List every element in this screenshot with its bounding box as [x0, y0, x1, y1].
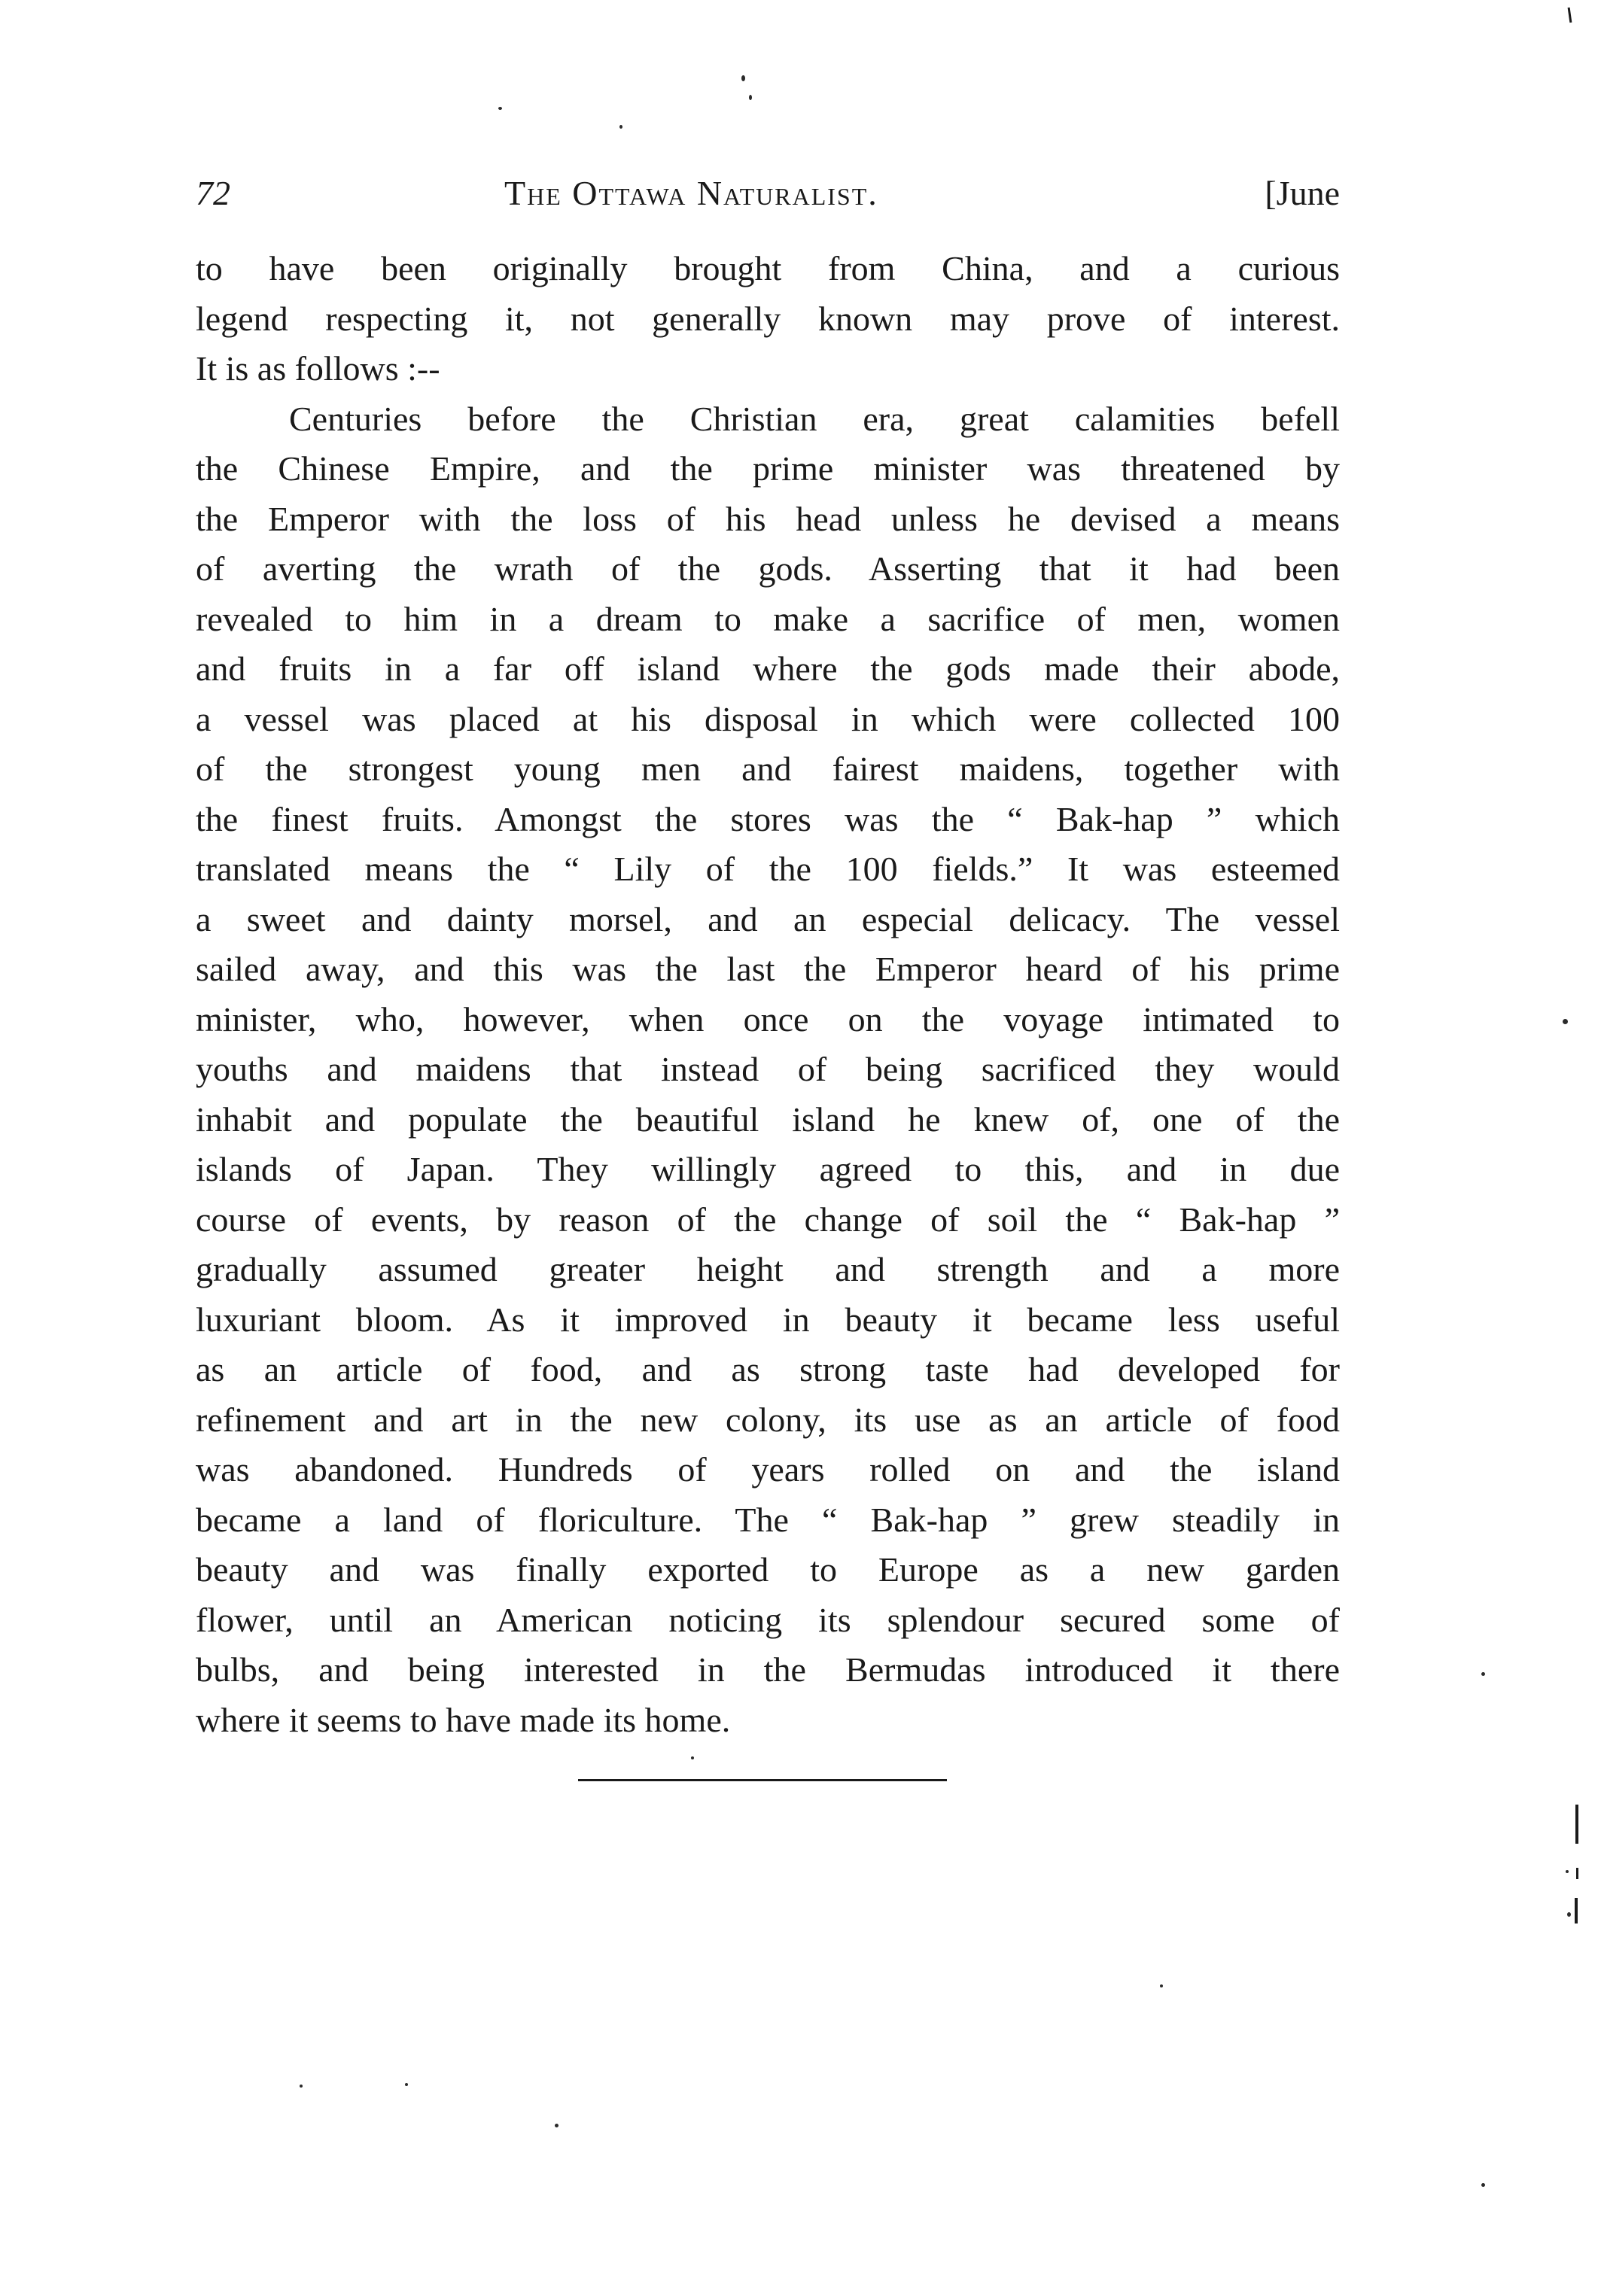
journal-title: The Ottawa Naturalist. — [504, 174, 878, 212]
scan-speck — [405, 2083, 408, 2086]
text-line: youths and maidens that instead of being sacrificed they would — [196, 1050, 1340, 1088]
scan-edge-mark — [1568, 8, 1572, 23]
text-line: where it seems to have made its home. — [196, 1700, 731, 1739]
section-divider-rule — [578, 1779, 947, 1781]
scan-speck — [1567, 1912, 1571, 1917]
text-line: refinement and art in the new colony, its use as an article of food — [196, 1400, 1340, 1439]
text-line: revealed to him in a dream to make a sacrifice of men, women — [196, 599, 1340, 638]
text-line: It is as follows :-- — [196, 349, 440, 388]
scan-speck — [300, 2085, 303, 2088]
scan-speck — [749, 95, 752, 100]
scan-edge-mark — [1575, 1805, 1578, 1844]
text-line: of averting the wrath of the gods. Asserting that it had been — [196, 549, 1340, 588]
text-line: translated means the “ Lily of the 100 fields.” It was esteemed — [196, 850, 1340, 888]
text-line: was abandoned. Hundreds of years rolled on and the island — [196, 1450, 1340, 1489]
scan-speck — [1481, 2183, 1485, 2187]
text-line: the finest fruits. Amongst the stores was the “ Bak-hap ” which — [196, 799, 1340, 838]
text-line: legend respecting it, not generally known may prove of interest. — [196, 299, 1340, 338]
text-line: as an article of food, and as strong taste had developed for — [196, 1350, 1340, 1388]
text-line: luxuriant bloom. As it improved in beauty it became less useful — [196, 1300, 1340, 1339]
running-head — [196, 167, 1340, 220]
issue-month: [June — [1265, 174, 1340, 212]
text-line: course of events, by reason of the change of soil the “ Bak-hap ” — [196, 1200, 1340, 1239]
scan-speck — [741, 75, 745, 81]
text-line: a sweet and dainty morsel, and an especial delicacy. The vessel — [196, 899, 1340, 938]
scan-speck — [498, 107, 502, 110]
text-line: to have been originally brought from China, and a curious — [196, 249, 1340, 287]
text-line: the Chinese Empire, and the prime minister was threatened by — [196, 449, 1340, 488]
text-line: a vessel was placed at his disposal in which were collected 100 — [196, 699, 1340, 738]
text-line: became a land of floriculture. The “ Bak-hap ” grew steadily in — [196, 1500, 1340, 1539]
article-text — [196, 244, 1340, 1745]
scan-speck — [1566, 1870, 1569, 1873]
scan-speck — [555, 2124, 559, 2127]
text-line: and fruits in a far off island where the gods made their abode, — [196, 649, 1340, 688]
text-line: inhabit and populate the beautiful island he knew of, one of the — [196, 1099, 1340, 1139]
text-line: beauty and was finally exported to Europe as a new garden — [196, 1550, 1340, 1589]
text-line: gradually assumed greater height and strength and a more — [196, 1250, 1340, 1288]
scan-speck — [1563, 1019, 1568, 1024]
scan-speck — [691, 1756, 694, 1759]
scan-edge-mark — [1576, 1868, 1578, 1879]
text-line: the Emperor with the loss of his head unless he devised a means — [196, 499, 1340, 538]
scan-speck — [1481, 1672, 1485, 1676]
scan-edge-mark — [1575, 1898, 1578, 1923]
text-line: bulbs, and being interested in the Bermudas introduced it there — [196, 1650, 1340, 1689]
page-number: 72 — [196, 174, 230, 212]
scan-speck — [619, 125, 622, 129]
text-line: sailed away, and this was the last the Emperor heard of his prime — [196, 950, 1340, 988]
scan-speck — [1160, 1984, 1163, 1987]
text-line: islands of Japan. They willingly agreed to this, and in due — [196, 1150, 1340, 1188]
text-line: of the strongest young men and fairest maidens, together with — [196, 750, 1340, 788]
text-line: minister, who, however, when once on the voyage intimated to — [196, 999, 1340, 1039]
paragraph-first-line: Centuries before the Christian era, great calamities befell — [289, 399, 1340, 438]
text-line: flower, until an American noticing its splendour secured some of — [196, 1600, 1340, 1639]
